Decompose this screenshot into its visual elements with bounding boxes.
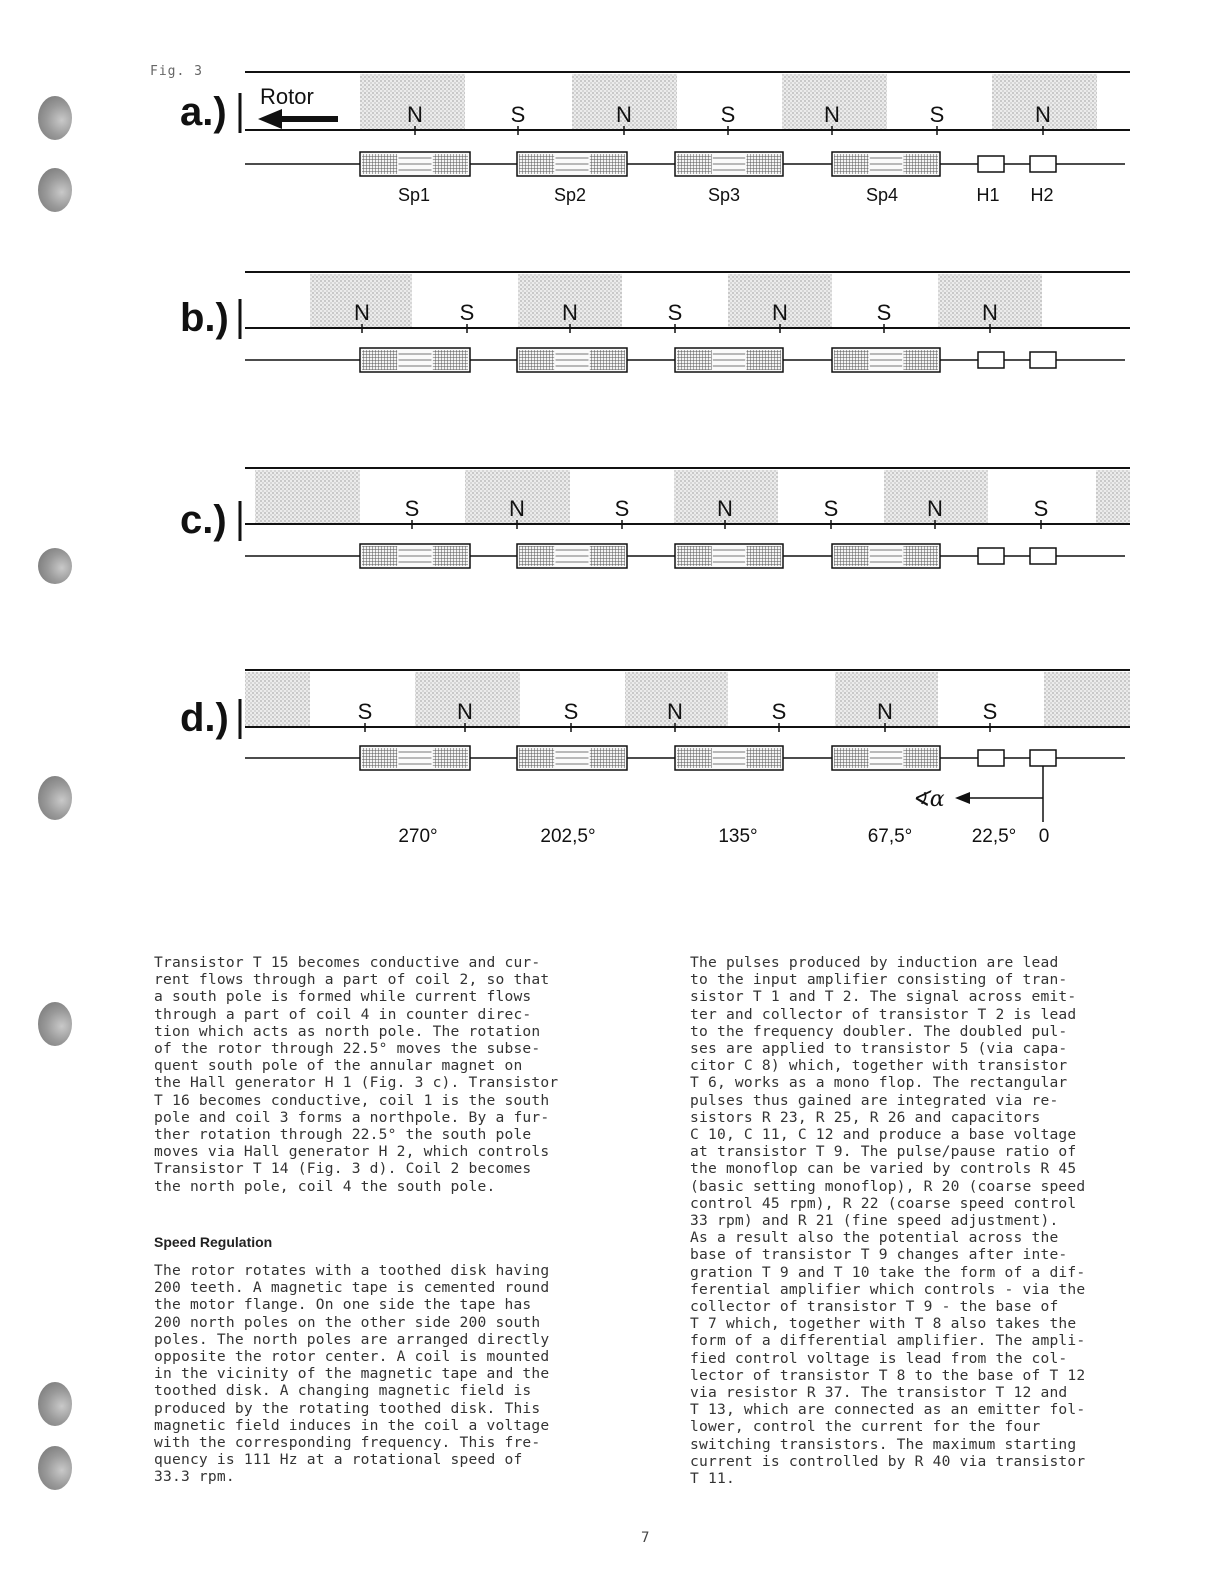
coil-winding	[362, 350, 397, 370]
hall-generator	[978, 750, 1004, 766]
panel-label: d.)	[180, 696, 229, 740]
pole-letter: N	[927, 496, 943, 521]
angle-symbol: ∢α	[911, 787, 945, 812]
coil-winding	[590, 546, 625, 566]
pole-letter: S	[357, 699, 373, 724]
panel-label: a.)	[180, 90, 227, 134]
coil-winding	[677, 546, 712, 566]
coil-winding	[834, 546, 869, 566]
coil-winding	[903, 546, 938, 566]
coil-winding	[677, 748, 712, 768]
angle-label: 135°	[718, 826, 758, 847]
pole-letter: N	[717, 496, 733, 521]
body-text-right: The pulses produced by induction are lead to the input amplifier consisting of tran- sistor T 1 and T 2. The signal across emit- ter and collector of transistor T 2 is lead to the frequency doubler. The doubled pul- ses are applied to transistor 5 (via capa- citor C 8) which, together with transistor T 6, works as a mono flop. The rectangular pulses thus gained are integrated via re- sistors R 23, R 25, R 26 and capacitors C 10, C 11, C 12 and produce a base voltage at transistor T 9. The pulse/pause ratio of the monoflop can be varied by controls R 45 (basic setting monoflop), R 20 (coarse speed control 45 rpm), R 22 (coarse speed control 33 rpm) and R 21 (fine speed adjustment). As a result also the potential across the base of transistor T 9 changes after inte- gration T 9 and T 10 take the form of a dif- ferential amplifier which controls - via the collector of transistor T 9 - the base of T 7 which, together with T 8 also takes the form of a differential amplifier. The ampli- fied control voltage is lead from the col- lector of transistor T 8 to the base of T 12 via resistor R 37. The transistor T 12 and T 13, which are connected as an emitter fol- lower, control the current for the four switching transistors. The maximum starting current is controlled by R 40 via transistor T 11.	[690, 954, 1086, 1488]
hall-generator	[1030, 352, 1056, 368]
hall-generator	[978, 352, 1004, 368]
hall-generator	[1030, 156, 1056, 172]
coil-winding	[362, 546, 397, 566]
angle-label: 22,5°	[971, 826, 1017, 847]
section-heading: Speed Regulation	[154, 1234, 273, 1250]
coil-winding	[590, 350, 625, 370]
punch-hole	[38, 1446, 72, 1490]
pole-letter: N	[877, 699, 893, 724]
pole-letter: N	[616, 102, 632, 127]
coil-winding	[362, 154, 397, 174]
hall-generator	[1030, 750, 1056, 766]
pole-letter: S	[563, 699, 579, 724]
pole-letter: S	[771, 699, 787, 724]
body-text-left-2: The rotor rotates with a toothed disk having 200 teeth. A magnetic tape is cemented round the motor flange. On one side the tape has 200 north poles on the other side 200 south poles. The north poles are arranged directly opposite the rotor center. A coil is mounted in the vicinity of the magnetic tape and the toothed disk. A changing magnetic field is produced by the rotating toothed disk. This magnetic field induces in the coil a voltage with the corresponding frequency. This fre- quency is 111 Hz at a rotational speed of 33.3 rpm.	[154, 1262, 550, 1486]
coil-winding	[834, 350, 869, 370]
pole-letter: N	[772, 300, 788, 325]
pole-letter: S	[510, 102, 526, 127]
coil-winding	[677, 154, 712, 174]
coil-winding	[519, 546, 554, 566]
pole-letter: S	[667, 300, 683, 325]
pole-letter: N	[509, 496, 525, 521]
coil-winding	[590, 154, 625, 174]
pole-letter: N	[562, 300, 578, 325]
hall-label: H1	[976, 185, 1000, 205]
pole-letter: S	[459, 300, 475, 325]
rotor-arrow-head	[258, 109, 282, 129]
hall-generator	[978, 156, 1004, 172]
coil-winding	[834, 154, 869, 174]
coil-winding	[433, 546, 468, 566]
coil-winding	[519, 350, 554, 370]
coil-winding	[746, 350, 781, 370]
hall-label: H2	[1030, 185, 1054, 205]
angle-arrow-head	[955, 792, 970, 804]
coil-winding	[746, 748, 781, 768]
pole-letter: N	[457, 699, 473, 724]
coil-label: Sp3	[707, 185, 741, 205]
angle-label: 67,5°	[867, 826, 913, 847]
coil-winding	[590, 748, 625, 768]
figure-label: Fig. 3	[150, 64, 203, 79]
pole-letter: S	[823, 496, 839, 521]
coil-winding	[519, 154, 554, 174]
punch-hole	[38, 1002, 72, 1046]
page-number: 7	[641, 1530, 650, 1546]
coil-winding	[433, 748, 468, 768]
pole-letter: N	[354, 300, 370, 325]
rotor-arrow-shaft	[280, 116, 338, 122]
body-text-left-1: Transistor T 15 becomes conductive and cur- rent flows through a part of coil 2, so that a south pole is formed while current flows through a part of coil 4 in counter direc- tion which acts as north pole. The rotation of the rotor through 22.5° moves the subse- quent south pole of the annular magnet on the Hall generator H 1 (Fig. 3 c). Transistor T 16 becomes conductive, coil 1 is the south pole and coil 3 forms a northpole. By a fur- ther rotation through 22.5° the south pole moves via Hall generator H 2, which controls Transistor T 14 (Fig. 3 d). Coil 2 becomes the north pole, coil 4 the south pole.	[154, 954, 559, 1195]
panel-label: c.)	[180, 498, 227, 542]
coil-winding	[433, 154, 468, 174]
pole-letter: N	[667, 699, 683, 724]
pole-letter: S	[1033, 496, 1049, 521]
punch-hole	[38, 1382, 72, 1426]
coil-winding	[903, 350, 938, 370]
magnet-sector	[255, 470, 360, 523]
coil-winding	[746, 546, 781, 566]
coil-winding	[903, 154, 938, 174]
panel-label: b.)	[180, 296, 229, 340]
pole-letter: S	[614, 496, 630, 521]
pole-letter: N	[824, 102, 840, 127]
magnet-sector	[1096, 470, 1130, 523]
coil-winding	[433, 350, 468, 370]
coil-label: Sp1	[397, 185, 431, 205]
pole-letter: N	[1035, 102, 1051, 127]
hall-generator	[1030, 548, 1056, 564]
coil-winding	[677, 350, 712, 370]
coil-label: Sp2	[553, 185, 587, 205]
coil-winding	[834, 748, 869, 768]
coil-winding	[519, 748, 554, 768]
magnet-sector	[1044, 672, 1130, 726]
pole-letter: S	[404, 496, 420, 521]
angle-label: 202,5°	[540, 826, 596, 847]
coil-winding	[362, 748, 397, 768]
magnet-sector	[245, 672, 310, 726]
coil-label: Sp4	[865, 185, 899, 205]
coil-winding	[903, 748, 938, 768]
pole-letter: S	[876, 300, 892, 325]
coil-winding	[746, 154, 781, 174]
pole-letter: S	[929, 102, 945, 127]
pole-letter: S	[720, 102, 736, 127]
hall-generator	[978, 548, 1004, 564]
pole-letter: N	[407, 102, 423, 127]
rotor-label: Rotor	[260, 84, 314, 109]
pole-letter: N	[982, 300, 998, 325]
angle-label: 0	[1038, 826, 1050, 847]
angle-label: 270°	[398, 826, 438, 847]
pole-letter: S	[982, 699, 998, 724]
